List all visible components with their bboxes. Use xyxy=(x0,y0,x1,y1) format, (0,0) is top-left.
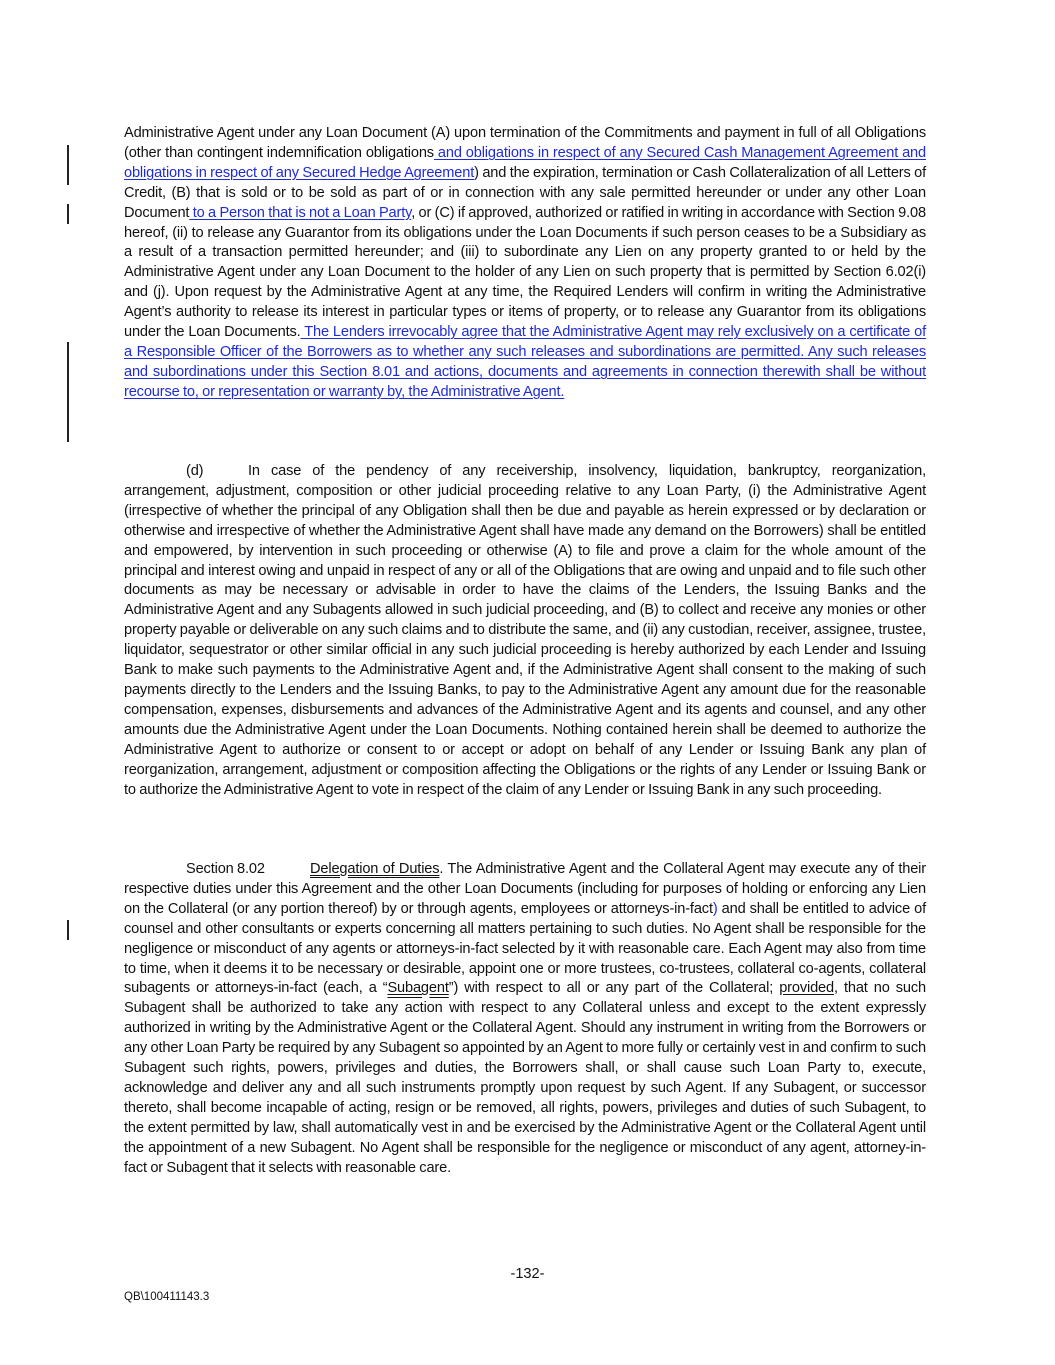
body-text: and shall be entitled to advice of counsel and other consultants or experts concerning all matters pertaining to such duties. No Agent shall be responsible for the negligence or misconduct of any agents or attorneys-in-fact selected by it with reasonable care. Each Agent may also from time to time, when it deems it to be necessary or desirable, appoint one or more trustees, co-trustees, collateral co-agents, collateral subagents or attorneys-in-fact (each, a “ xyxy=(124,900,926,997)
proviso-term: provided xyxy=(779,980,834,997)
section-heading: Delegation of Duties xyxy=(310,861,440,877)
document-id: QB\100411143.3 xyxy=(124,1291,210,1303)
body-text: ”) with respect to all or any part of the Collateral; xyxy=(448,980,780,997)
inserted-text: ) xyxy=(712,900,718,917)
section-number: Section 8.02 xyxy=(186,861,265,877)
inserted-text: and obligations in respect of any Secured Cash Management Agreement and obligations in respect of any Secured Hedge Agreement xyxy=(124,144,926,181)
body-text: , or (C) if approved, authorized or ratified in writing in accordance with Section 9.08 hereof, (ii) to release any Guarantor from its obligations under the Loan Documents if such person ceases to be a Subsidiary as a result of a transaction permitted hereunder; and (iii) to subordinate any Lien on any property granted to or held by the Administrative Agent under any Loan Document to the holder of any Lien on such property that is permitted by Section 6.02(i) and (j). Upon request by the Administrative Agent at any time, the Required Lenders will confirm in writing the Administrative Agent’s authority to release its interest in particular types or items of property, or to release any Guarantor from its obligations under the Loan Documents. xyxy=(124,204,926,341)
change-bar xyxy=(67,342,69,442)
body-text: Administrative Agent under any Loan Document (A) upon termination of the Commitments and payment in full of all Obligations (other than contingent indemnification obligations xyxy=(124,125,926,161)
paragraph-release-of-liens xyxy=(124,124,926,403)
section-8-02-delegation-of-duties xyxy=(124,860,926,1179)
change-bar xyxy=(67,145,69,185)
change-bar xyxy=(67,204,69,224)
defined-term: Subagent xyxy=(387,980,449,997)
body-text: , that no such Subagent shall be authorized to take any action with respect to any Collateral unless and except to the extent expressly authorized in writing by the Administrative Agent or the Collateral Agent. Should any instrument in writing from the Borrowers or any other Loan Party be required by any Subagent so appointed by an Agent to more fully or certainly vest in and confirm to such Subagent such rights, powers, privileges and duties, the Borrowers shall, or shall cause such Loan Party to, execute, acknowledge and deliver any and all such instruments promptly upon request by such Agent. If any Subagent, or successor thereto, shall become incapable of acting, resign or be removed, all rights, powers, privileges and duties of such Subagent, to the extent permitted by law, shall automatically vest in and be exercised by the Administrative Agent or the Collateral Agent until the appointment of a new Subagent. No Agent shall be responsible for the negligence or misconduct of any agent, attorney-in-fact or Subagent that it selects with reasonable care. xyxy=(124,980,926,1176)
clause-label: (d) xyxy=(186,463,204,479)
change-bar xyxy=(67,920,69,940)
inserted-text: The Lenders irrevocably agree that the Administrative Agent may rely exclusively on a certificate of a Responsible Officer of the Borrowers as to whether any such releases and subordinations are permitted. Any such releases and subordinations under this Section 8.01 and actions, documents and agreements in connection therewith shall be without recourse to, or representation or warranty by, the Administrative Agent. xyxy=(124,324,926,400)
body-text: ) and the expiration, termination or Cash Collateralization of all Letters of Credit, (B) that is sold or to be sold as part of or in connection with any sale permitted hereunder or under any other Loan Document xyxy=(124,164,926,221)
body-text: . The Administrative Agent and the Collateral Agent may execute any of their respective duties under this Agreement and the other Loan Documents (including for purposes of holding or enforcing any Lien on the Collateral (or any portion thereof) by or through agents, employees or attorneys-in-fact xyxy=(124,861,926,917)
body-text: In case of the pendency of any receivership, insolvency, liquidation, bankruptcy, reorganization, arrangement, adjustment, composition or other judicial proceeding relative to any Loan Party, (i) the Administrative Agent (irrespective of whether the principal of any Obligation shall then be due and payable as herein expressed or by declaration or otherwise and irrespective of whether the Administrative Agent shall have made any demand on the Borrowers) shall be entitled and empowered, by intervention in such proceeding or otherwise (A) to file and prove a claim for the whole amount of the principal and interest owing and unpaid in respect of any or all of the Obligations that are owing and unpaid and to file such other documents as may be necessary or advisable in order to have the claims of the Lenders, the Issuing Banks and the Administrative Agent and any Subagents allowed in such judicial proceeding, and (B) to collect and receive any monies or other property payable or deliverable on any such claims and to distribute the same, and (ii) any custodian, receiver, assignee, trustee, liquidator, sequestrator or other similar official in any such judicial proceeding is hereby authorized by each Lender and Issuing Bank to make such payments to the Administrative Agent and, if the Administrative Agent shall consent to the making of such payments directly to the Lenders and the Issuing Banks, to pay to the Administrative Agent any amount due for the reasonable compensation, expenses, disbursements and advances of the Administrative Agent and its agents and counsel, and any other amounts due the Administrative Agent under the Loan Documents. Nothing contained herein shall be deemed to authorize the Administrative Agent to authorize or consent to or accept or adopt on behalf of any Lender or Issuing Bank any plan of reorganization, arrangement, adjustment or composition affecting the Obligations or the rights of any Lender or Issuing Bank or to authorize the Administrative Agent to vote in respect of the claim of any Lender or Issuing Bank in any such proceeding. xyxy=(124,463,926,798)
page-number: -132- xyxy=(510,1266,545,1282)
inserted-text: to a Person that is not a Loan Party xyxy=(189,204,412,221)
paragraph-d-proceedings xyxy=(124,462,926,800)
